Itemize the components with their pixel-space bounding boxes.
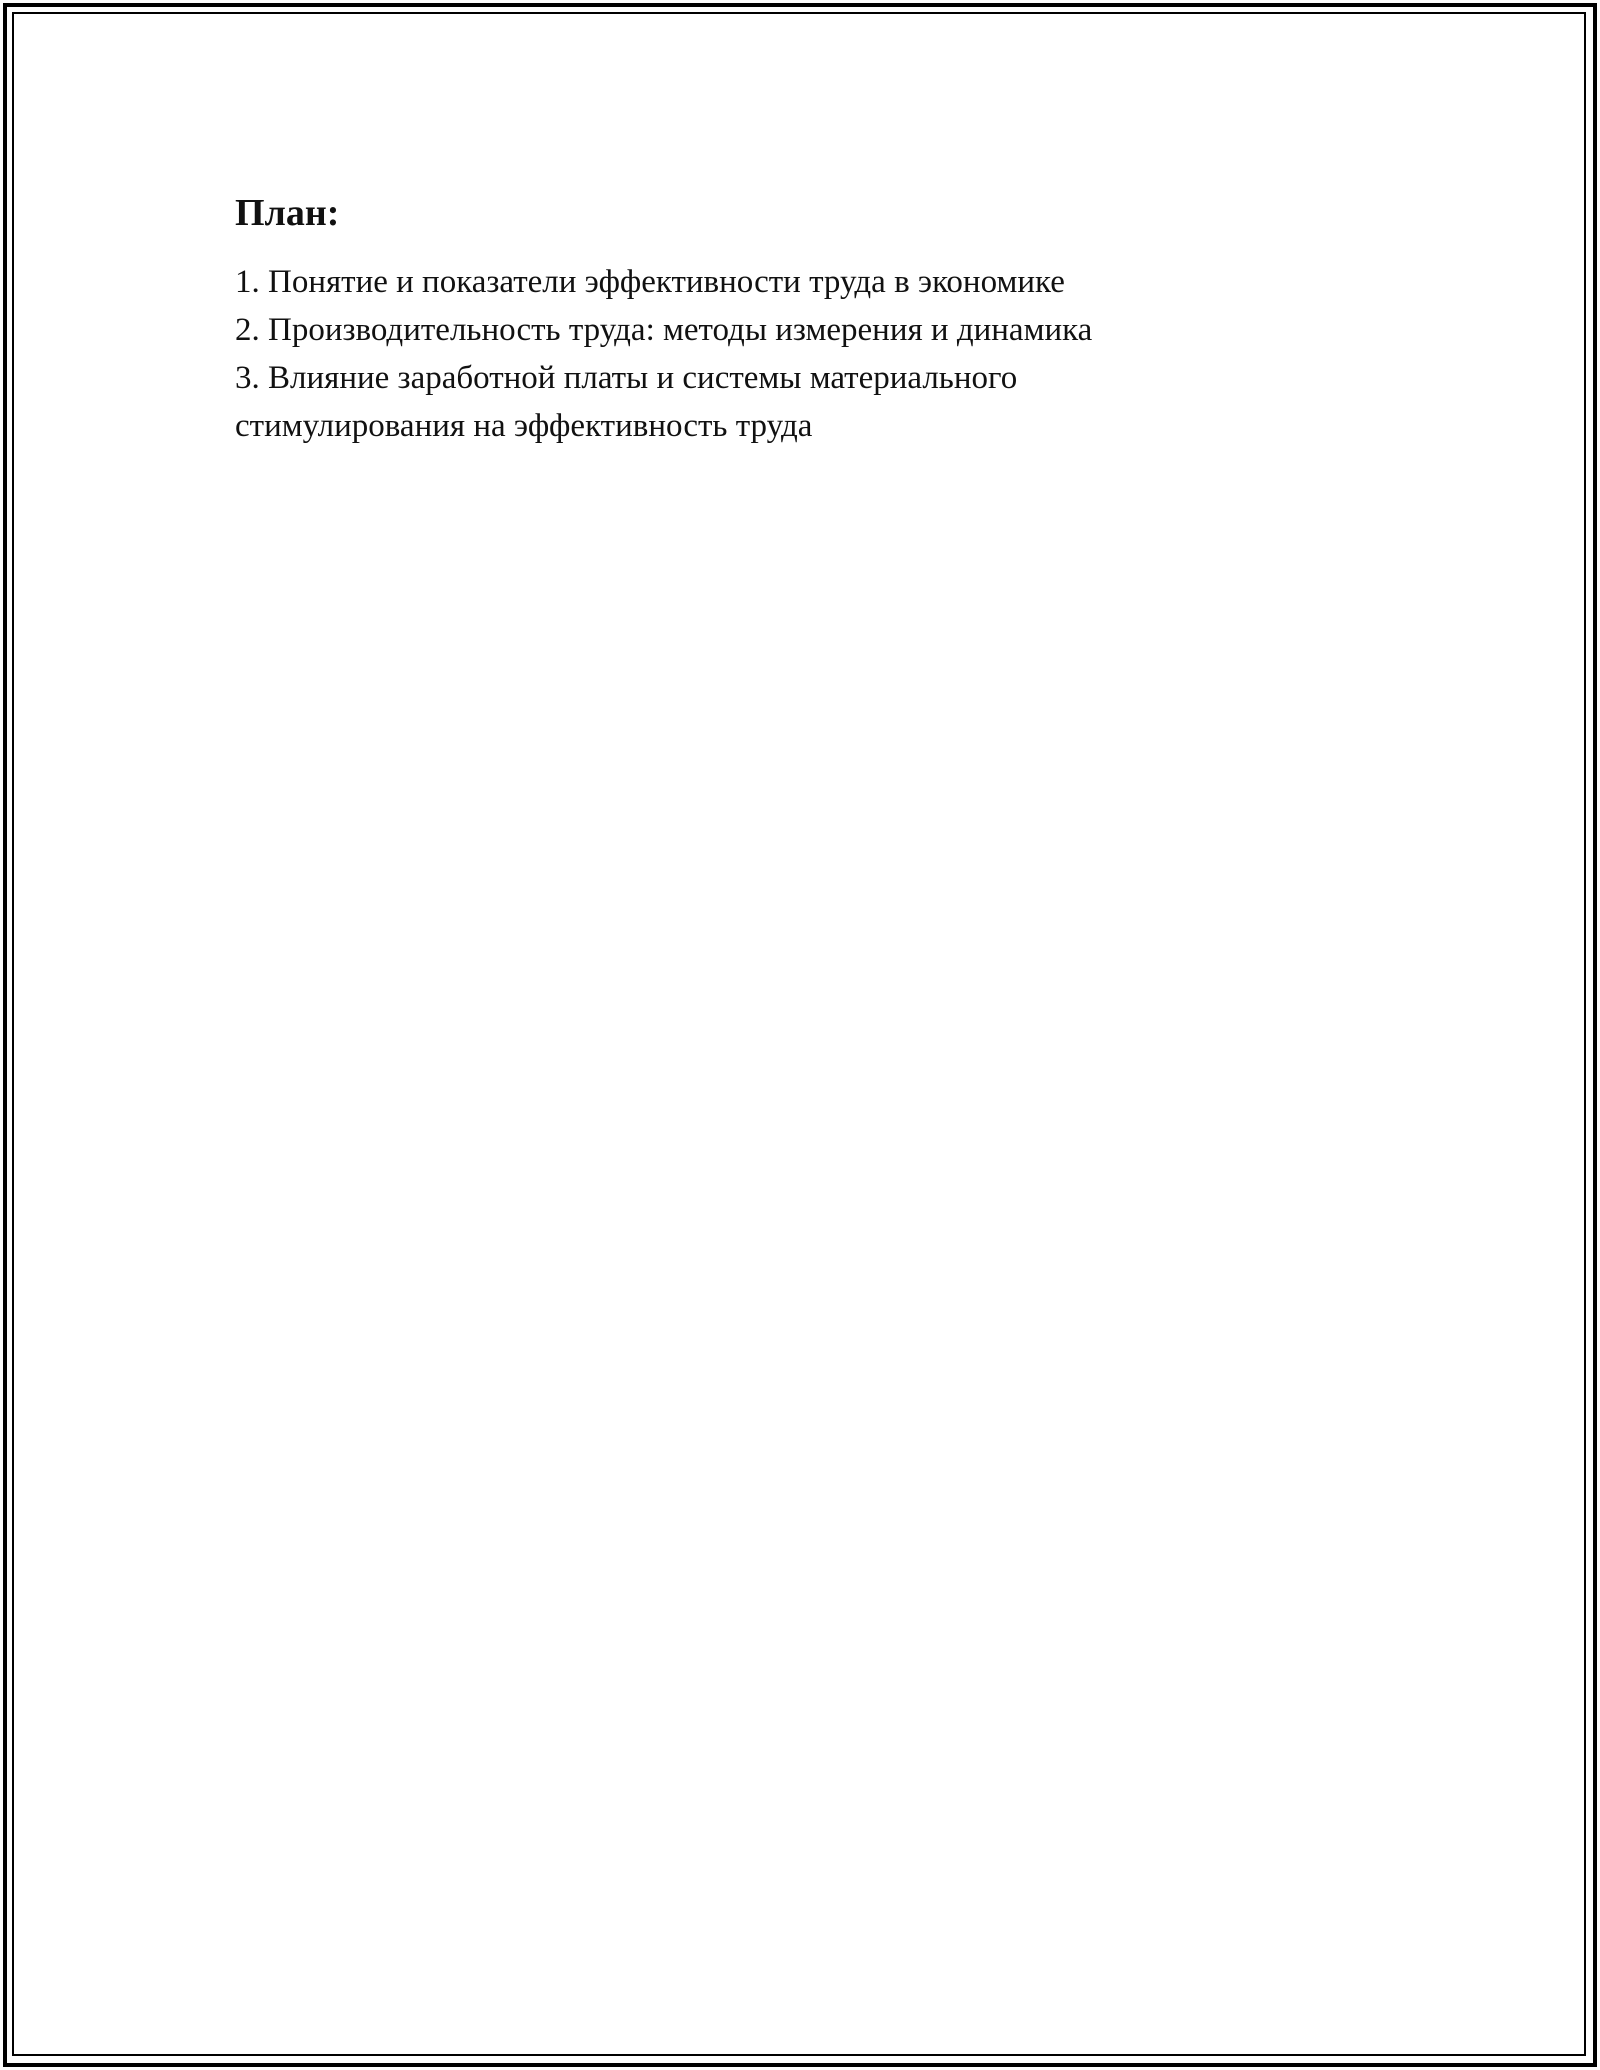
plan-item-2: 2. Производительность труда: методы измерения и динамика (235, 312, 1093, 348)
plan-heading: План: (235, 192, 340, 234)
plan-list (235, 258, 1435, 450)
plan-item-1: 1. Понятие и показатели эффективности труда в экономике (235, 264, 1065, 300)
plan-item-3: 3. Влияние заработной платы и системы материального стимулирования на эффективность труда (235, 360, 1018, 444)
document-page (235, 186, 1435, 450)
